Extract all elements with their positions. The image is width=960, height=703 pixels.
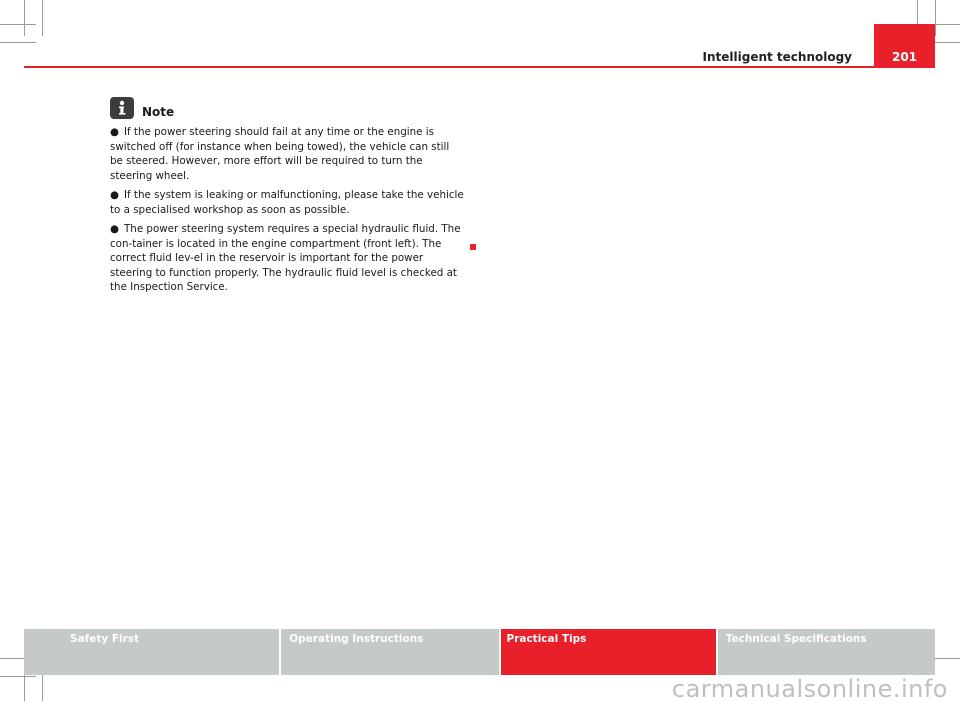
watermark: carmanualsonline.info [671,675,948,703]
bullet: ● [110,126,119,138]
crop-mark [42,0,43,36]
crop-mark [24,0,25,36]
crop-mark [0,24,36,25]
footer-tab-operating-instructions[interactable]: Operating Instructions [281,629,498,675]
footer-tab-practical-tips[interactable]: Practical Tips [501,629,716,675]
crop-mark [0,42,36,43]
note-item-text: If the system is leaking or malfunctioning, please take the vehicle to a specialised workshop as soon as possible. [110,189,464,216]
section-end-mark [470,244,476,250]
page-number: 201 [874,24,935,68]
note-item-text: The power steering system requires a special hydraulic fluid. The con-tainer is located in the engine compartment (front left). The correct fluid lev-el in the reservoir is important for the power steering to function properly. The hydraulic fluid level is checked at the Inspection Service. [110,223,461,293]
note-heading [110,97,174,119]
note-item [110,222,465,295]
bullet: ● [110,223,119,235]
crop-mark [0,676,36,677]
footer-nav [24,629,935,675]
note-body [110,125,465,300]
footer-tab-technical-specifications[interactable]: Technical Specifications [718,629,935,675]
note-item-text: If the power steering should fail at any time or the engine is switched off (for instance when being towed), the vehicle can still be steered. However, more effort will be required to turn the steering wheel. [110,126,450,182]
section-title: Intelligent technology [702,50,852,64]
info-icon [110,97,134,119]
note-item [110,125,465,183]
note-label: Note [142,105,175,119]
bullet: ● [110,189,119,201]
note-item [110,188,465,217]
footer-tab-safety-first[interactable]: Safety First [24,629,279,675]
header-rule [24,66,935,68]
crop-mark [935,0,936,36]
